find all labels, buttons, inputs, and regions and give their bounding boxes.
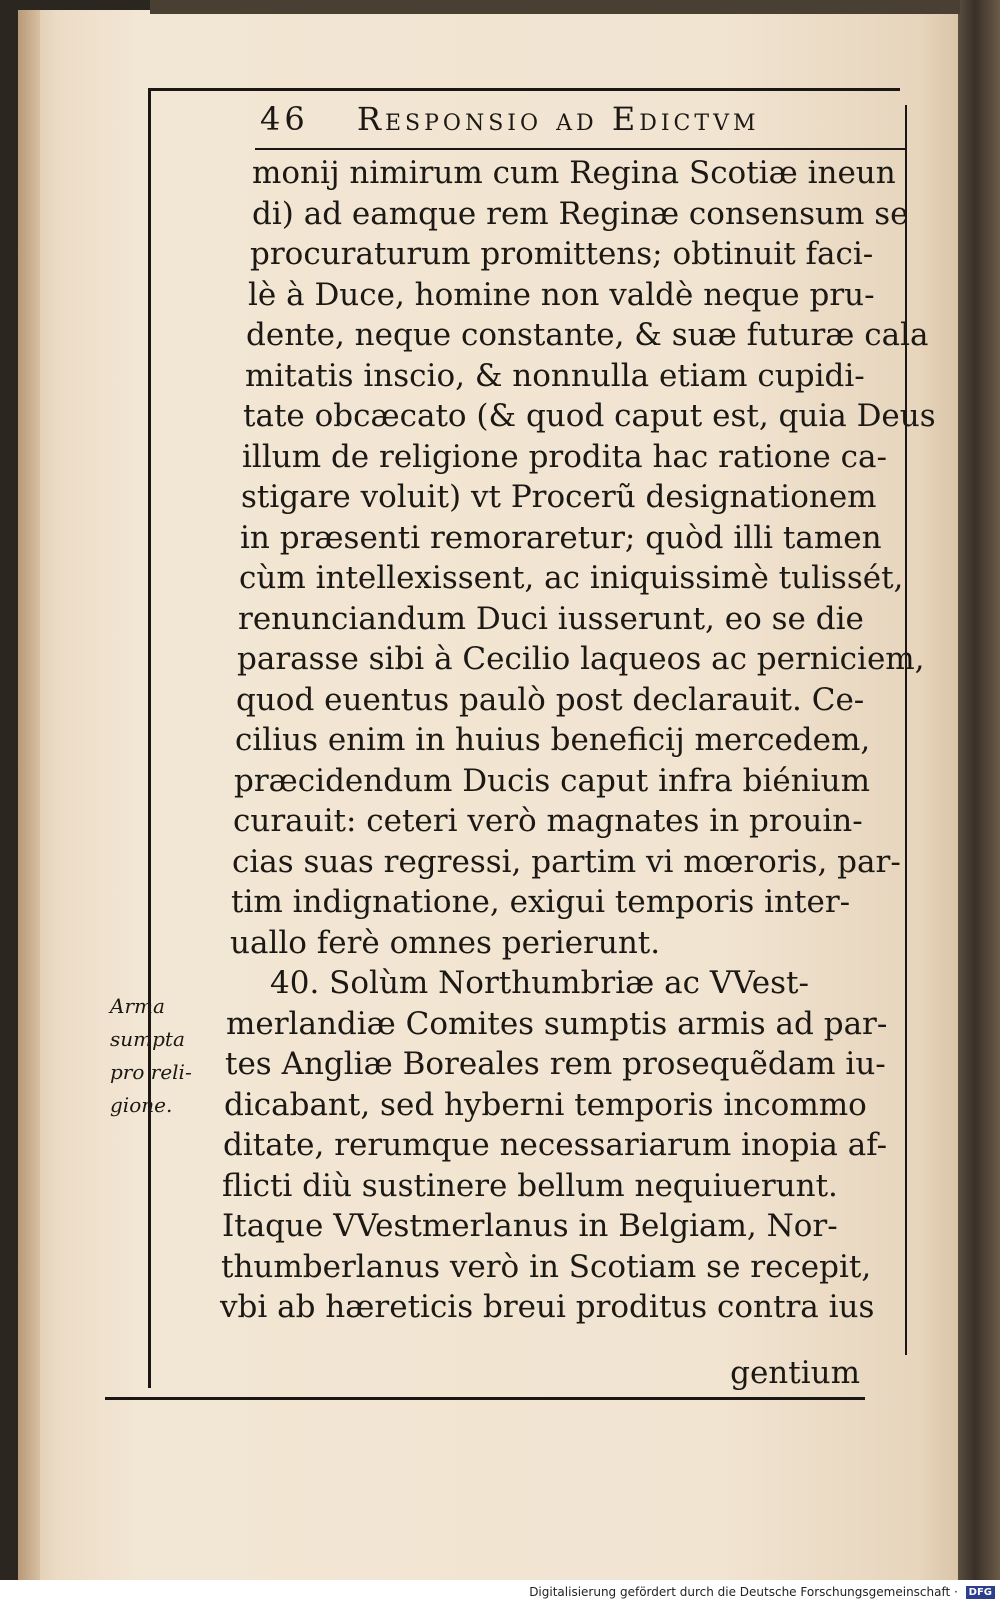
text-line: dente, neque constante, & suæ futuræ cala — [246, 317, 929, 353]
text-frame-right-rule — [905, 105, 907, 1355]
running-title: Responsio ad Edictvm — [356, 100, 760, 138]
text-line: mitatis inscio, & nonnulla etiam cupidi- — [245, 357, 865, 394]
text-line: stigare voluit) vt Procerũ designationem — [241, 479, 877, 515]
digitization-footer — [0, 1585, 995, 1607]
marginal-note-line: Arma — [110, 994, 165, 1018]
text-line: ditate, rerumque necessariarum inopia af- — [223, 1127, 888, 1163]
text-line: lè à Duce, homine non valdè neque pru- — [248, 276, 875, 313]
text-line: illum de religione prodita hac ratione ca- — [242, 438, 887, 475]
paragraph-start-line: 40. Solùm Northumbriæ ac VVest- — [270, 965, 809, 1001]
text-line: dicabant, sed hyberni temporis incommo — [224, 1086, 867, 1123]
running-head — [260, 100, 890, 140]
top-shadow — [150, 0, 960, 14]
catchword: gentium — [730, 1355, 860, 1391]
marginal-note-line: gione. — [110, 1093, 173, 1117]
text-line: cùm intellexissent, ac iniquissimè tulissét, — [239, 560, 904, 596]
head-rule — [255, 148, 905, 150]
text-line: flicti diù sustinere bellum nequiuerunt. — [222, 1167, 838, 1204]
text-frame-bottom-rule — [105, 1397, 865, 1400]
text-line: renunciandum Duci iusserunt, eo se die — [238, 600, 864, 637]
marginal-note-line: pro reli- — [110, 1060, 192, 1084]
marginal-note-line: sumpta — [110, 1027, 185, 1051]
text-line: procuraturum promittens; obtinuit faci- — [250, 236, 874, 272]
text-line: cias suas regressi, partim vi mœroris, par- — [232, 843, 901, 880]
text-line: tim indignatione, exigui temporis inter- — [231, 884, 851, 920]
book-edge — [958, 0, 1000, 1580]
dfg-logo: DFG — [966, 1586, 995, 1599]
body-text — [220, 153, 936, 1328]
text-line: vbi ab hæreticis breui proditus contra ius — [220, 1289, 875, 1325]
text-line: monij nimirum cum Regina Scotiæ ineun — [252, 155, 896, 191]
text-line: cilius enim in huius beneficij mercedem, — [235, 722, 871, 758]
footer-text: Digitalisierung gefördert durch die Deutsche Forschungsgemeinschaft · — [529, 1585, 958, 1599]
text-line: tes Angliæ Boreales rem prosequẽdam iu- — [225, 1046, 886, 1082]
text-line: in præsenti remoraretur; quòd illi tamen — [240, 519, 882, 556]
text-line: curauit: ceteri verò magnates in prouin- — [233, 803, 863, 839]
text-line: thumberlanus verò in Scotiam se recepit, — [221, 1248, 872, 1285]
text-line: tate obcæcato (& quod caput est, quia Deus — [243, 398, 936, 434]
text-line: merlandiæ Comites sumptis armis ad par- — [226, 1005, 888, 1042]
text-frame-left-rule — [148, 88, 151, 1388]
marginal-note — [110, 990, 205, 1122]
text-line: quod euentus paulò post declarauit. Ce- — [236, 681, 865, 718]
text-line: di) ad eamque rem Reginæ consensum se — [252, 195, 909, 232]
page-number: 46 — [260, 100, 309, 138]
text-line: uallo ferè omnes perierunt. — [230, 924, 661, 961]
page-gutter-edge — [18, 10, 40, 1580]
text-line: Itaque VVestmerlanus in Belgiam, Nor- — [222, 1208, 838, 1244]
text-line: parasse sibi à Cecilio laqueos ac perniciem, — [237, 641, 925, 677]
text-line: præcidendum Ducis caput infra biénium — [234, 762, 870, 799]
